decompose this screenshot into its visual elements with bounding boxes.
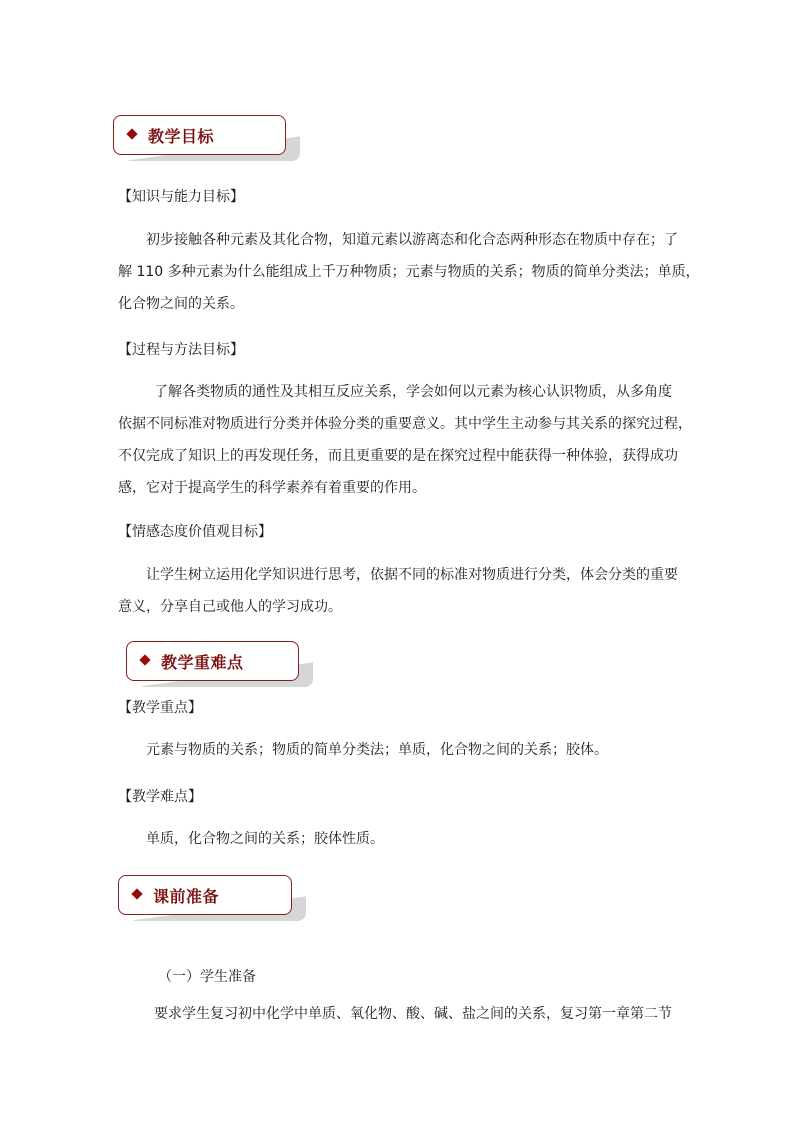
paragraph-process	[118, 376, 692, 504]
section-header-goals	[113, 115, 286, 155]
section-header-keypoints	[126, 641, 299, 681]
paragraph-line: 了解各类物质的通性及其相互反应关系，学会如何以元素为核心认识物质，从多角度	[154, 384, 672, 400]
paragraph-line: 单质，化合物之间的关系；胶体性质。	[146, 831, 384, 847]
paragraph-difficulty	[146, 823, 384, 855]
section-title: 课前准备	[153, 887, 220, 906]
subheading-student-prep: （一）学生准备	[158, 969, 256, 985]
paragraph-line: 解 110 多种元素为什么能组成上千万种物质；元素与物质的关系；物质的简单分类法；单质，	[118, 264, 700, 280]
paragraph-line: 感，它对于提高学生的科学素养有着重要的作用。	[118, 480, 426, 496]
paragraph-focus	[146, 734, 608, 766]
paragraph-line: 不仅完成了知识上的再发现任务，而且更重要的是在探究过程中能获得一种体验，获得成功	[118, 448, 678, 464]
section-title: 教学重难点	[161, 653, 244, 672]
paragraph-line: 意义，分享自己或他人的学习成功。	[118, 599, 342, 615]
paragraph-line: 依据不同标准对物质进行分类并体验分类的重要意义。其中学生主动参与其关系的探究过程，	[118, 416, 692, 432]
subheading-difficulty: 【教学难点】	[118, 789, 202, 805]
paragraph-line: 初步接触各种元素及其化合物，知道元素以游离态和化合态两种形态在物质中存在；了	[146, 232, 678, 248]
paragraph-line: 要求学生复习初中化学中单质、氧化物、酸、碱、盐之间的关系，复习第一章第二节	[154, 1006, 672, 1022]
paragraph-knowledge	[118, 224, 700, 320]
paragraph-attitude	[118, 559, 678, 623]
paragraph-line: 元素与物质的关系；物质的简单分类法；单质，化合物之间的关系；胶体。	[146, 742, 608, 758]
paragraph-line: 化合物之间的关系。	[118, 296, 244, 312]
subheading-attitude: 【情感态度价值观目标】	[118, 524, 272, 540]
subheading-knowledge: 【知识与能力目标】	[118, 189, 244, 205]
section-title: 教学目标	[148, 127, 215, 146]
section-header-preparation	[118, 875, 292, 915]
subheading-focus: 【教学重点】	[118, 700, 202, 716]
paragraph-line: 让学生树立运用化学知识进行思考，依据不同的标准对物质进行分类，体会分类的重要	[146, 567, 678, 583]
subheading-process: 【过程与方法目标】	[118, 342, 244, 358]
paragraph-student-prep	[154, 998, 672, 1030]
